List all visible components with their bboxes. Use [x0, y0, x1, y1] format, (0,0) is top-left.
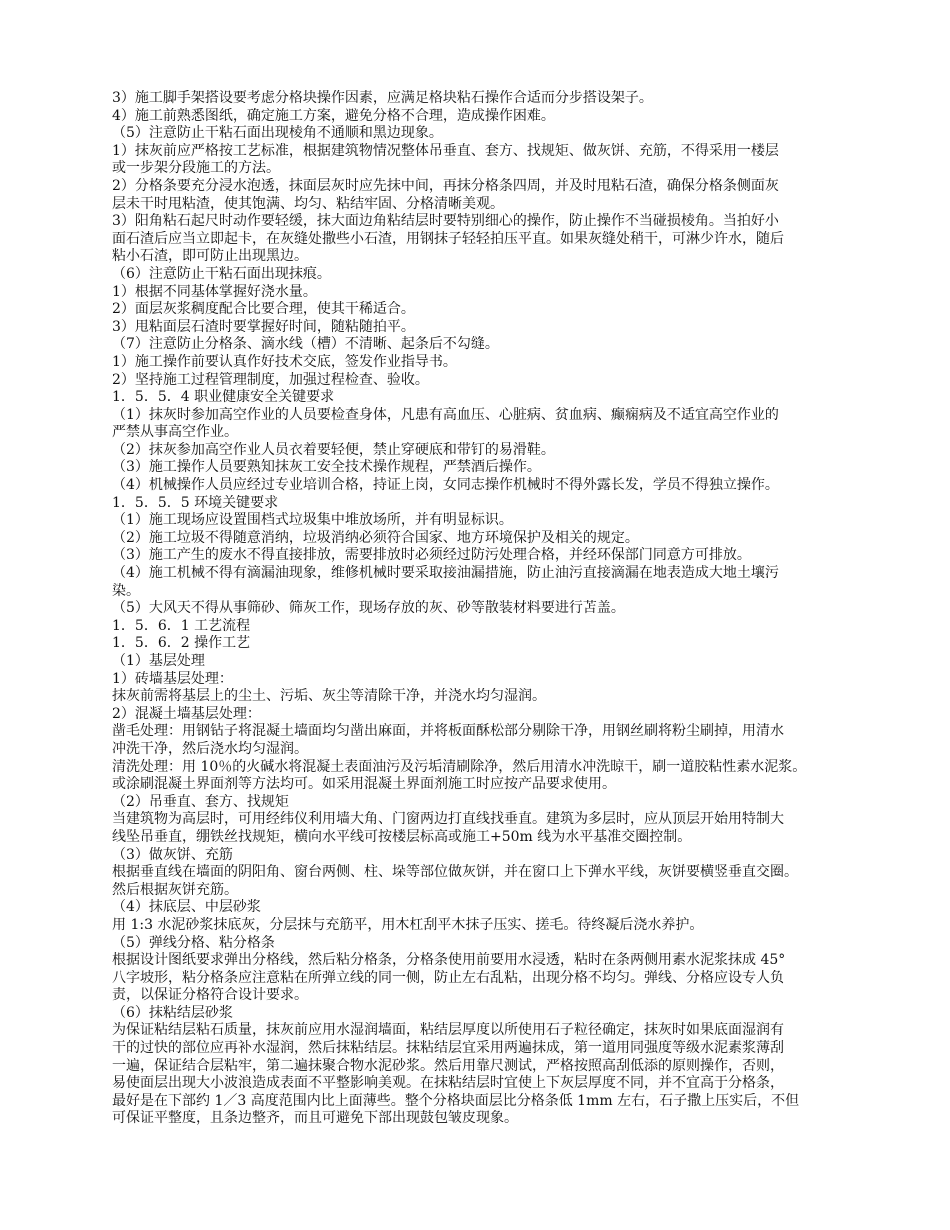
document-body — [112, 90, 862, 1128]
text-line: （5）大风天不得从事筛砂、筛灰工作，现场存放的灰、砂等散装材料要进行苫盖。 — [112, 600, 625, 617]
text-line: 层未干时甩粘渣，使其饱满、均匀、粘结牢固、分格清晰美观。 — [112, 195, 504, 212]
text-line: （1）基层处理 — [112, 653, 205, 669]
text-line: 1）砖墙基层处理： — [112, 670, 233, 687]
text-line: （5）注意防止干粘石面出现棱角不通顺和黑边现象。 — [112, 125, 443, 142]
text-line: 3）施工脚手架搭设要考虑分格块操作因素，应满足格块粘石操作合适而分步搭设架子。 — [112, 90, 653, 106]
text-line: 粘小石渣，即可防止出现黑边。 — [112, 248, 308, 265]
text-line: 线坠吊垂直，绷铁丝找规矩，横向水平线可按楼层标高或施工+50m 线为水平基准交圈控制。 — [112, 828, 692, 845]
text-line: 根据垂直线在墙面的阴阳角、窗台两侧、柱、垛等部位做灰饼，并在窗口上下弹水平线，灰饼要横竖垂直交圈。 — [112, 864, 798, 881]
text-line: （4）机械操作人员应经过专业培训合格，持证上岗，女同志操作机械时不得外露长发，学员不得独立操作。 — [112, 477, 779, 494]
text-line: 面石渣后应当立即起卡，在灰缝处撒些小石渣，用钢抹子轻轻拍压平直。如果灰缝处稍干，可淋少许水，随后 — [112, 230, 784, 247]
text-line: 抹灰前需将基层上的尘土、污垢、灰尘等清除干净，并浇水均匀湿润。 — [112, 688, 546, 705]
text-line: 易使面层出现大小波浪造成表面不平整影响美观。在抹粘结层时宜使上下灰层厚度不同，并不宜高于分格条， — [112, 1075, 784, 1092]
text-line: （4）抹底层、中层砂浆 — [112, 899, 261, 916]
text-line: 2）坚持施工过程管理制度，加强过程检查、验收。 — [112, 371, 429, 388]
text-line: 2）面层灰浆稠度配合比要合理，使其干稀适合。 — [112, 301, 415, 318]
text-line: 清洗处理：用 10％的火碱水将混凝土表面油污及污垢清刷除净，然后用清水冲洗晾干，刷一道胶粘性素水泥浆。 — [112, 758, 807, 775]
text-line: 冲洗干净，然后浇水均匀湿润。 — [112, 740, 308, 757]
text-line: 干的过快的部位应再补水湿润，然后抹粘结层。抹粘结层宜采用两遍抹成，第一道用同强度等级水泥素浆薄刮 — [112, 1040, 784, 1057]
text-line: （6）抹粘结层砂浆 — [112, 1004, 233, 1021]
text-line: 1．5．6．2 操作工艺 — [112, 635, 251, 652]
text-line: 3）阳角粘石起尺时动作要轻缓，抹大面边角粘结层时要特别细心的操作，防止操作不当碰损棱角。当拍好小 — [112, 213, 779, 230]
text-line: 当建筑物为高层时，可用经纬仪利用墙大角、门窗两边打直线找垂直。建筑为多层时，应从顶层开始用特制大 — [112, 811, 784, 828]
text-line: 1．5．5．4 职业健康安全关键要求 — [112, 389, 335, 406]
text-line: 1．5．6．1 工艺流程 — [112, 617, 251, 634]
text-line: 1）施工操作前要认真作好技术交底，签发作业指导书。 — [112, 353, 457, 370]
text-line: （7）注意防止分格条、滴水线（槽）不清晰、起条后不勾缝。 — [112, 336, 499, 353]
text-line: 然后根据灰饼充筋。 — [112, 881, 238, 898]
text-line: 严禁从事高空作业。 — [112, 424, 238, 441]
text-line: 用 1:3 水泥砂浆抹底灰，分层抹与充筋平，用木杠刮平木抹子压实、搓毛。待终凝后浇水养护。 — [112, 916, 704, 933]
text-line: 或一步架分段施工的方法。 — [112, 160, 280, 177]
text-line: 一遍，保证结合层粘牢，第二遍抹聚合物水泥砂浆。然后用靠尺测试，严格按照高刮低添的原则操作，否则， — [112, 1057, 784, 1074]
text-line: 凿毛处理：用钢钻子将混凝土墙面均匀凿出麻面，并将板面酥松部分剔除干净，用钢丝刷将粉尘刷掉，用清水 — [112, 723, 784, 740]
text-line: 最好是在下部约 1／3 高度范围内比上面薄些。整个分格块面层比分格条低 1mm 左右，石子撒上压实后，不但 — [112, 1092, 800, 1109]
text-line: 为保证粘结层粘石质量，抹灰前应用水湿润墙面，粘结层厚度以所使用石子粒径确定，抹灰时如果底面湿润有 — [112, 1022, 784, 1039]
text-line: （3）做灰饼、充筋 — [112, 846, 233, 863]
text-line: （3）施工操作人员要熟知抹灰工安全技术操作规程，严禁酒后操作。 — [112, 459, 541, 476]
text-line: 染。 — [112, 582, 140, 599]
text-line: 八字坡形，粘分格条应注意粘在所弹立线的同一侧，防止左右乱粘，出现分格不均匀。弹线、分格应设专人负 — [112, 969, 784, 986]
text-line: （6）注意防止干粘石面出现抹痕。 — [112, 265, 331, 282]
text-line: 1）根据不同基体掌握好浇水量。 — [112, 283, 317, 300]
text-line: （5）弹线分格、粘分格条 — [112, 934, 275, 951]
text-line: 1）抹灰前应严格按工艺标准，根据建筑物情况整体吊垂直、套方、找规矩、做灰饼、充筋，不得采用一楼层 — [112, 142, 779, 159]
text-line: 4）施工前熟悉图纸，确定施工方案，避免分格不合理，造成操作困难。 — [112, 107, 555, 124]
text-line: 2）混凝土墙基层处理： — [112, 705, 261, 722]
text-line: 2）分格条要充分浸水泡透，抹面层灰时应先抹中间，再抹分格条四周，并及时甩粘石渣，确保分格条侧面灰 — [112, 177, 779, 194]
text-line: 根据设计图纸要求弹出分格线，然后粘分格条，分格条使用前要用水浸透，粘时在条两侧用素水泥浆抹成 45° — [112, 952, 786, 969]
text-line: 1．5．5．5 环境关键要求 — [112, 494, 279, 511]
text-line: 或涂刷混凝土界面剂等方法均可。如采用混凝土界面剂施工时应按产品要求使用。 — [112, 776, 616, 793]
text-line: 可保证平整度，且条边整齐，而且可避免下部出现鼓包皱皮现象。 — [112, 1110, 518, 1127]
text-line: （2）施工垃圾不得随意消纳，垃圾消纳必须符合国家、地方环境保护及相关的规定。 — [112, 529, 639, 546]
text-line: （2）抹灰参加高空作业人员衣着要轻便，禁止穿硬底和带钉的易滑鞋。 — [112, 441, 555, 458]
text-line: 3）甩粘面层石渣时要掌握好时间，随粘随拍平。 — [112, 318, 415, 335]
text-line: （4）施工机械不得有滴漏油现象，维修机械时要采取接油漏措施，防止油污直接滴漏在地表造成大地土壤污 — [112, 565, 779, 582]
text-line: 责，以保证分格符合设计要求。 — [112, 987, 308, 1004]
text-line: （1）施工现场应设置围档式垃圾集中堆放场所，并有明显标识。 — [112, 512, 513, 529]
text-line: （1）抹灰时参加高空作业的人员要检查身体，凡患有高血压、心脏病、贫血病、癫痫病及不适宜高空作业的 — [112, 406, 779, 423]
text-line: （2）吊垂直、套方、找规矩 — [112, 793, 289, 810]
text-line: （3）施工产生的废水不得直接排放，需要排放时必须经过防污处理合格，并经环保部门同意方可排放。 — [112, 547, 751, 564]
